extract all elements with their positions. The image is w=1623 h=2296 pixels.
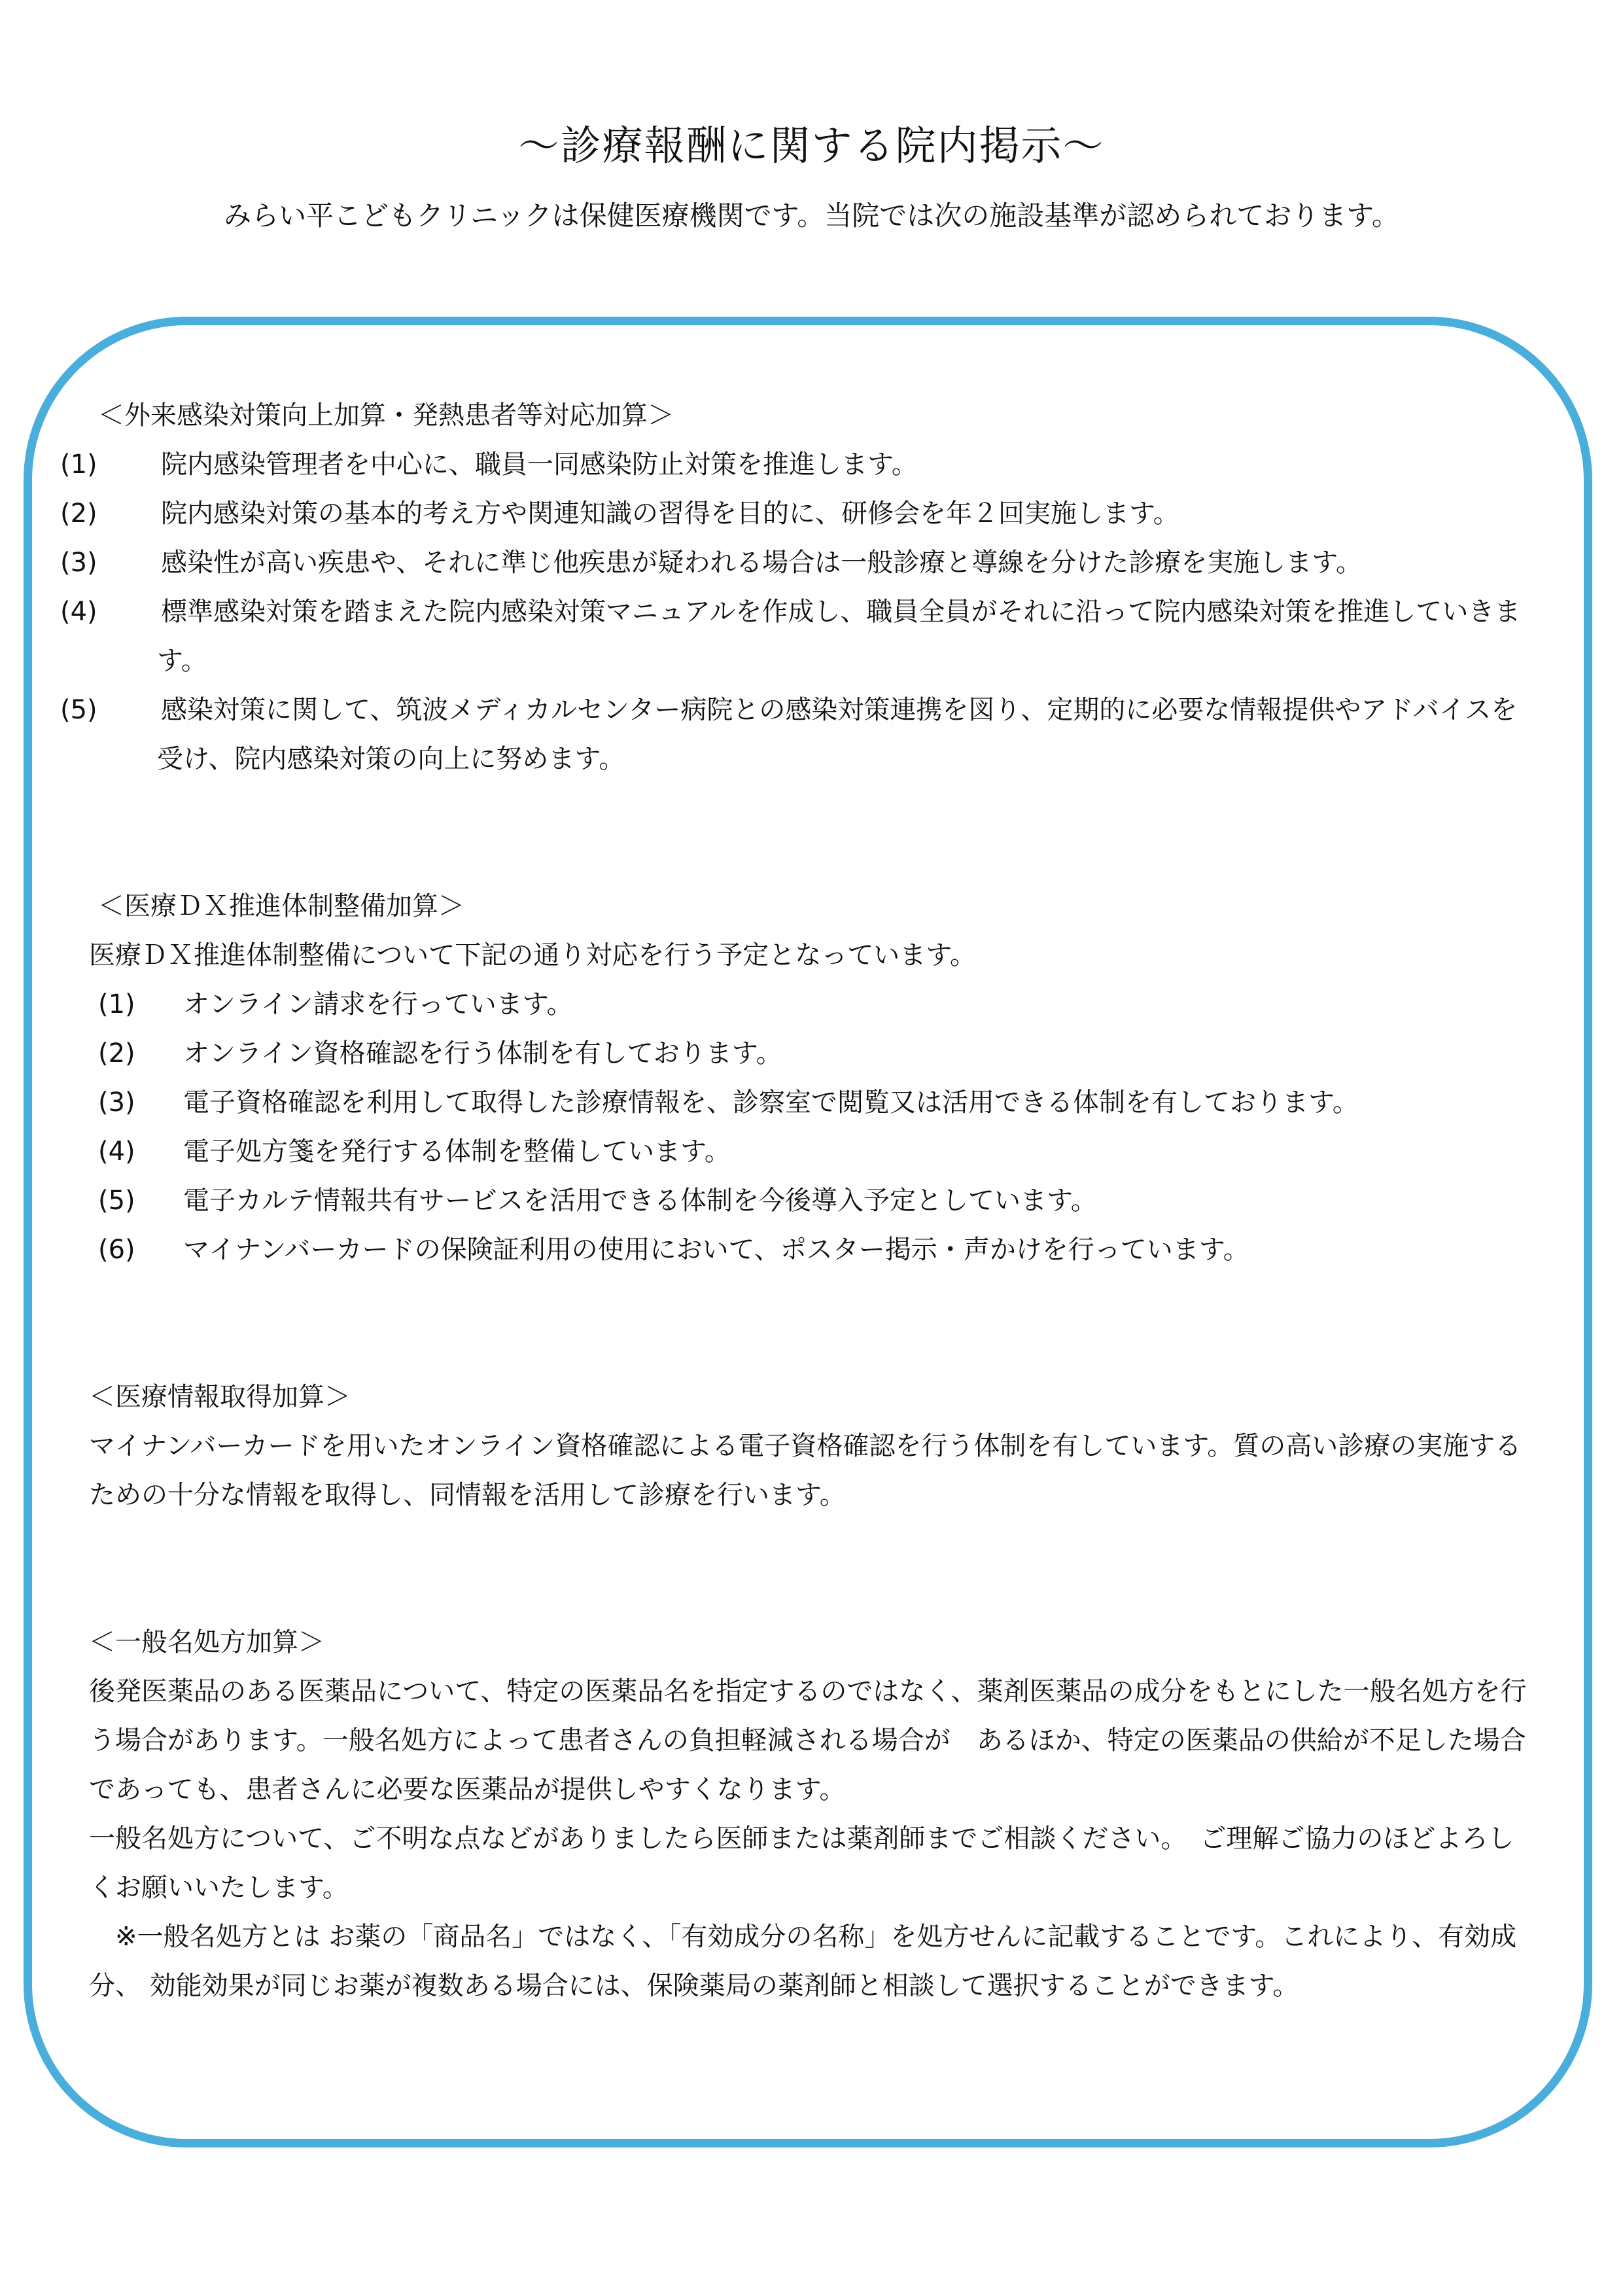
section-heading-medical-dx: ＜医療ＤＸ推進体制整備加算＞ [98, 891, 464, 921]
item-text: 院内感染対策の基本的考え方や関連知識の習得を目的に、研修会を年２回実施します。 [161, 499, 1179, 529]
item-text: 感染性が高い疾患や、それに準じ他疾患が疑われる場合は一般診療と導線を分けた診療を実施します。 [161, 548, 1362, 578]
medical-dx-item-4 [98, 1127, 1528, 1176]
medical-info-body: マイナンバーカードを用いたオンライン資格確認による電子資格確認を行う体制を有しています。質の高い診療の実施するための十分な情報を取得し、同情報を活用して診療を行います。 [89, 1431, 1522, 1510]
item-number: (4) [98, 1137, 135, 1167]
section-medical-info [89, 1373, 1528, 1520]
generic-prescription-note: ※一般名処方とは お薬の「商品名」ではなく、「有効成分の名称」を処方せんに記載することです。これにより、有効成分、 効能効果が同じお薬が複数ある場合には、保険薬局の薬剤師と相談して選択することができます。 [89, 1922, 1517, 2001]
medical-dx-item-2 [98, 1029, 1528, 1078]
item-number: (1) [98, 989, 135, 1019]
medical-dx-item-3 [98, 1078, 1528, 1127]
section-generic-prescription [89, 1618, 1528, 2011]
item-number: (3) [60, 548, 97, 578]
infection-item-5 [60, 686, 1528, 784]
item-number: (5) [98, 1186, 135, 1216]
item-text: 電子資格確認を利用して取得した診療情報を、診察室で閲覧又は活用できる体制を有しております。 [183, 1087, 1359, 1118]
generic-prescription-paragraph-2: 一般名処方について、ご不明な点などがありましたら医師または薬剤師までご相談ください。 ご理解ご協力のほどよろしくお願いいたします。 [89, 1824, 1514, 1903]
section-medical-dx [89, 882, 1528, 1275]
medical-dx-item-6 [98, 1226, 1528, 1275]
item-number: (5) [60, 695, 97, 725]
item-text: 標準感染対策を踏まえた院内感染対策マニュアルを作成し、職員全員がそれに沿って院内感染対策を推進していきます。 [157, 597, 1521, 676]
item-number: (1) [60, 450, 97, 480]
page-title: 〜診療報酬に関する院内掲示〜 [518, 122, 1105, 169]
infection-item-3 [60, 539, 1528, 588]
generic-prescription-paragraph-1: 後発医薬品のある医薬品について、特定の医薬品名を指定するのではなく、薬剤医薬品の成分をもとにした一般名処方を行う場合があります。一般名処方によって患者さんの負担軽減される場合が あるほか、特定の医薬品の供給が不足した場合であっても、患者さんに必要な医薬品が提供しやすくなります。 [89, 1676, 1527, 1805]
item-text: 感染対策に関して、筑波メディカルセンター病院との感染対策連携を図り、定期的に必要な情報提供やアドバイスを受け、院内感染対策の向上に努めます。 [157, 695, 1518, 774]
section-infection [60, 391, 1528, 784]
medical-dx-item-5 [98, 1176, 1528, 1226]
item-number: (2) [98, 1038, 135, 1069]
item-text: オンライン資格確認を行う体制を有しております。 [183, 1038, 782, 1069]
item-text: 院内感染管理者を中心に、職員一同感染防止対策を推進します。 [161, 450, 918, 480]
page-subtitle: みらい平こどもクリニックは保健医療機関です。当院では次の施設基準が認められております。 [224, 200, 1399, 232]
notice-content [60, 391, 1528, 2011]
item-text: 電子カルテ情報共有サービスを活用できる体制を今後導入予定としています。 [183, 1186, 1097, 1216]
infection-item-2 [60, 489, 1528, 539]
section-heading-infection: ＜外来感染対策向上加算・発熱患者等対応加算＞ [98, 400, 674, 431]
infection-item-1 [60, 440, 1528, 489]
item-text: 電子処方箋を発行する体制を整備しています。 [183, 1137, 731, 1167]
section-heading-generic-prescription: ＜一般名処方加算＞ [89, 1627, 324, 1657]
section-heading-medical-info: ＜医療情報取得加算＞ [89, 1382, 351, 1412]
infection-item-4 [60, 588, 1528, 686]
medical-dx-item-1 [98, 980, 1528, 1029]
item-text: オンライン請求を行っています。 [183, 989, 573, 1019]
item-number: (4) [60, 597, 97, 627]
item-text: マイナンバーカードの保険証利用の使用において、ポスター掲示・声かけを行っています。 [183, 1235, 1249, 1265]
medical-dx-intro: 医療ＤＸ推進体制整備について下記の通り対応を行う予定となっています。 [89, 940, 976, 970]
item-number: (6) [98, 1235, 135, 1265]
item-number: (3) [98, 1087, 135, 1118]
item-number: (2) [60, 499, 97, 529]
